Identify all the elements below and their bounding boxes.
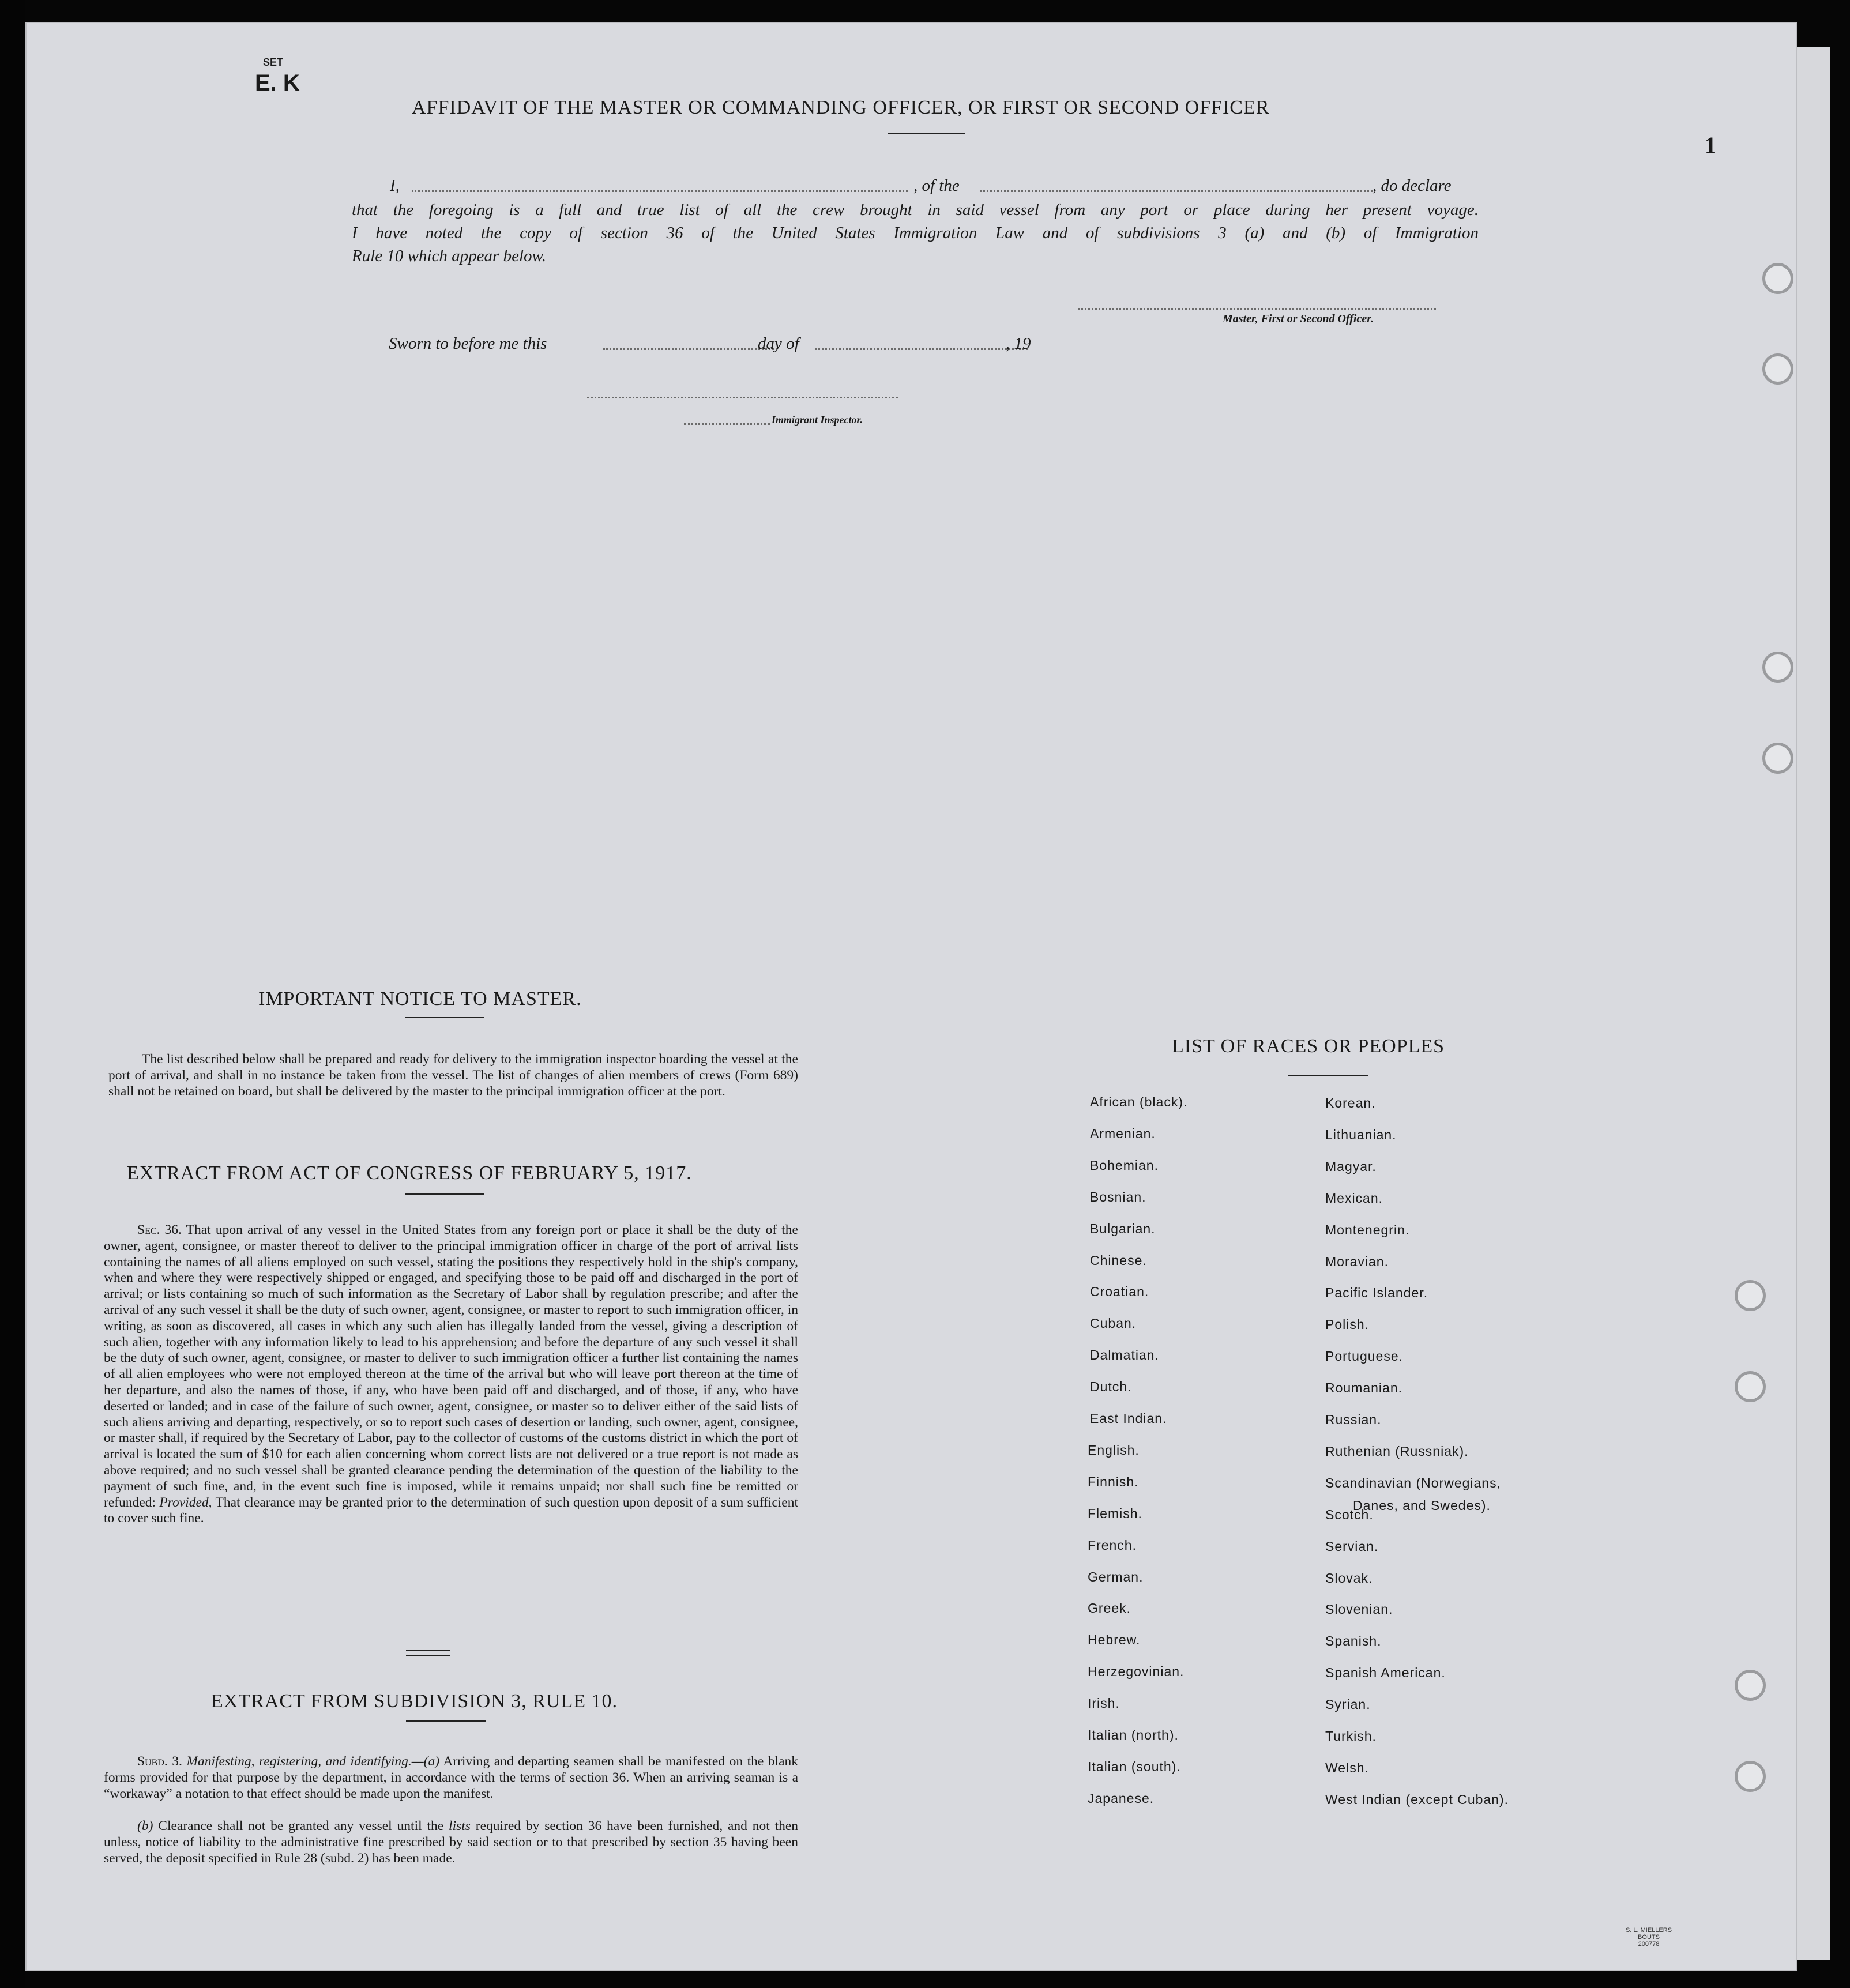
title-rule <box>888 133 965 134</box>
inspector-blank <box>587 397 898 398</box>
act-title: EXTRACT FROM ACT OF CONGRESS OF FEBRUARY 5, 1917. <box>127 1162 692 1184</box>
race-item: Cuban. <box>1090 1316 1137 1331</box>
race-item: Herzegovinian. <box>1088 1664 1185 1680</box>
race-item: Portuguese. <box>1325 1349 1404 1364</box>
race-item: Chinese. <box>1090 1252 1147 1268</box>
race-item: West Indian (except Cuban). <box>1325 1791 1509 1807</box>
race-item: Dutch. <box>1090 1379 1132 1395</box>
race-item: Pacific Islander. <box>1325 1285 1428 1301</box>
race-item: Dalmatian. <box>1090 1347 1159 1363</box>
affidavit-title: AFFIDAVIT OF THE MASTER OR COMMANDING OFFICER, OR FIRST OR SECOND OFFICER <box>412 97 1270 118</box>
race-item: Welsh. <box>1325 1760 1369 1775</box>
race-item: Bosnian. <box>1090 1189 1146 1204</box>
sworn-day-of: day of <box>758 334 799 353</box>
printer-line2: 200778 <box>1638 1941 1660 1948</box>
name-blank <box>412 190 908 192</box>
race-item: Moravian. <box>1325 1253 1389 1269</box>
binder-hole <box>1735 1371 1766 1402</box>
race-item: Finnish. <box>1088 1474 1139 1489</box>
rule-rule <box>406 1720 486 1722</box>
rule-a-block <box>104 1754 798 1802</box>
race-item: Korean. <box>1325 1095 1376 1110</box>
affidavit-line3: I have noted the copy of section 36 of the United States Immigration Law and of subdivisions 3 (a) and (b) of Immigration <box>352 224 1479 242</box>
act-text: That upon arrival of any vessel in the United States from any foreign port or place it shall be the duty of the owner, agent, consignee, or master thereof to deliver to the principal immigration officer in charge of the port of arrival lists containing the names of all aliens employed on such vessel, stating the positions they respectively hold in the ship's company, when and where they were respectively shipped or engaged, and specifying those to be paid off and discharged in the port of arrival; or lists containing so much of such information as the Secretary of Labor shall by regulation prescribe; and after the arrival of any such vessel it shall be the duty of such owner, agent, consignee, or master to report to such immigration officer, in writing, as soon as discovered, all cases in which any such alien has illegally landed from the vessel, giving a description of such alien, together with any information likely to lead to his apprehension; and before the departure of any such vessel it shall be the duty of such owner, agent, consignee, or master to deliver to such immigration officer a further list containing the names of all alien employees who were not employed thereon at the time of the arrival but who will leave port thereon at the time of her departure, and also the names of those, if any, who have been paid off and discharged, and of those, if any, who have deserted or landed; and in case of the failure of such owner, agent, consignee, or master so to deliver either of the said lists of such aliens arriving and departing, respectively, or so to report such cases of desertion or landing, such owner, agent, consignee, or master shall, if required by the Secretary of Labor, pay to the collector of customs of the customs district in which the port of arrival is located the sum of $10 for each alien concerning whom correct lists are not delivered or a true report is not made as above required; and no such vessel shall be granted clearance pending the determination of the question of the liability to the payment of such fine, and, in the event such fine is imposed, while it remains unpaid; nor shall such fine be remitted or refunded: <box>104 1222 798 1510</box>
race-item: Italian (north). <box>1088 1727 1179 1742</box>
scan-left-edge <box>0 0 25 1988</box>
sworn-year: , 19 <box>1006 334 1031 353</box>
race-item: Armenian. <box>1090 1125 1156 1141</box>
document-page <box>25 22 1797 1971</box>
race-item: German. <box>1088 1569 1144 1584</box>
race-item: Hebrew. <box>1088 1632 1141 1648</box>
rule-b-block <box>104 1818 798 1866</box>
race-item: Scotch. <box>1325 1507 1374 1522</box>
race-item: Syrian. <box>1325 1697 1371 1712</box>
binder-hole <box>1762 263 1793 294</box>
affidavit-i: I, <box>390 176 400 195</box>
sec-label: Sec. 36. <box>137 1222 182 1237</box>
race-item: Russian. <box>1325 1412 1382 1427</box>
race-item: Magyar. <box>1325 1158 1377 1174</box>
races-title: LIST OF RACES OR PEOPLES <box>1172 1036 1445 1057</box>
race-item: Roumanian. <box>1325 1380 1403 1396</box>
day-blank <box>603 348 777 350</box>
signature-label: Master, First or Second Officer. <box>1223 312 1374 325</box>
race-item: English. <box>1088 1442 1140 1458</box>
race-item: Bulgarian. <box>1090 1221 1156 1236</box>
notice-title: IMPORTANT NOTICE TO MASTER. <box>258 988 582 1010</box>
race-item: East Indian. <box>1090 1411 1167 1426</box>
rule-title: EXTRACT FROM SUBDIVISION 3, RULE 10. <box>211 1690 618 1712</box>
race-item: African (black). <box>1090 1094 1188 1109</box>
race-item: Scandinavian (Norwegians, <box>1325 1475 1501 1490</box>
printer-mark <box>1623 1927 1675 1948</box>
race-item: French. <box>1088 1537 1137 1553</box>
act-text-end: That clearance may be granted prior to the determination of such question upon deposit of a sum sufficient to cover such fine. <box>104 1494 798 1526</box>
affidavit-line2: that the foregoing is a full and true list of all the crew brought in said vessel from any port or place during her present voyage. <box>352 201 1479 219</box>
affidavit-of-the: , of the <box>913 176 960 195</box>
race-item: Polish. <box>1325 1317 1370 1332</box>
sworn-prefix: Sworn to before me this <box>389 334 547 353</box>
inspector-label: Immigrant Inspector. <box>772 414 863 426</box>
race-item: Flemish. <box>1088 1505 1142 1521</box>
vessel-blank <box>980 190 1373 192</box>
subd-heading: Manifesting, registering, and identifying.—(a) <box>186 1754 440 1769</box>
signature-blank <box>1078 308 1436 310</box>
act-text-block <box>104 1222 798 1527</box>
race-item: Greek. <box>1088 1601 1131 1616</box>
rule-b-text-2: required by section 36 have been furnished, and not then unless, notice of liability to the administrative fine prescribed by said section or to that prescribed by section 35 having been served, the deposit specified in Rule 28 (subd. 2) has been made. <box>104 1818 799 1866</box>
section-separator <box>406 1655 450 1656</box>
race-scandinavian-continued: Danes, and Swedes). <box>1353 1498 1491 1513</box>
rule-b-lists: lists <box>449 1818 471 1833</box>
affidavit-line4: Rule 10 which appear below. <box>352 247 546 265</box>
inspector-blank-2 <box>684 423 770 425</box>
act-rule <box>405 1193 484 1195</box>
section-separator <box>406 1650 450 1651</box>
race-item: Lithuanian. <box>1325 1127 1397 1142</box>
race-item: Slovenian. <box>1325 1602 1393 1617</box>
printer-line1: S. L. MIELLERS BOUTS <box>1625 1927 1672 1941</box>
race-item: Spanish. <box>1325 1633 1382 1649</box>
subd-label: Subd. 3. <box>137 1754 182 1769</box>
race-item: Japanese. <box>1088 1790 1155 1806</box>
rule-b-text-1: Clearance shall not be granted any vessel until the <box>158 1818 444 1833</box>
race-item: Slovak. <box>1325 1570 1373 1586</box>
act-provided: Provided, <box>159 1494 212 1510</box>
race-item: Irish. <box>1088 1696 1120 1711</box>
binder-hole <box>1735 1670 1766 1701</box>
race-item: Spanish American. <box>1325 1665 1446 1681</box>
binder-hole <box>1735 1280 1766 1311</box>
notice-rule <box>405 1017 484 1018</box>
race-item: Mexican. <box>1325 1190 1383 1206</box>
affidavit-declare: , do declare <box>1373 176 1452 195</box>
stamp-line1: SET <box>263 57 284 68</box>
binder-hole <box>1762 743 1793 774</box>
race-item: Turkish. <box>1325 1729 1377 1744</box>
binder-hole <box>1735 1761 1766 1792</box>
b-label: (b) <box>137 1818 153 1833</box>
binder-hole <box>1762 353 1793 385</box>
rule-a-text: Arriving and departing seamen shall be manifested on the blank forms provided for that purpose by the department, in accordance with the terms of section 36. When an arriving seaman is a “workaway” a notation to that effect should be made upon the manifest. <box>104 1754 798 1801</box>
race-item: Servian. <box>1325 1538 1379 1554</box>
race-item: Croatian. <box>1090 1284 1149 1300</box>
races-rule <box>1288 1075 1368 1076</box>
page-mark: 1 <box>1705 132 1716 158</box>
race-item: Italian (south). <box>1088 1759 1181 1774</box>
binder-hole <box>1762 652 1793 683</box>
race-item: Ruthenian (Russniak). <box>1325 1443 1469 1459</box>
race-item: Montenegrin. <box>1325 1222 1410 1237</box>
stamp-line2: E. K <box>255 70 300 96</box>
month-blank <box>815 348 1028 350</box>
notice-text: The list described below shall be prepared and ready for delivery to the immigration inspector boarding the vessel at the port of arrival, and shall in no instance be taken from the vessel. The list of changes of alien members of crews (Form 689) shall not be retained on board, but shall be delivered by the master to the principal immigration officer at the port. <box>108 1052 798 1099</box>
race-item: Bohemian. <box>1090 1157 1159 1173</box>
